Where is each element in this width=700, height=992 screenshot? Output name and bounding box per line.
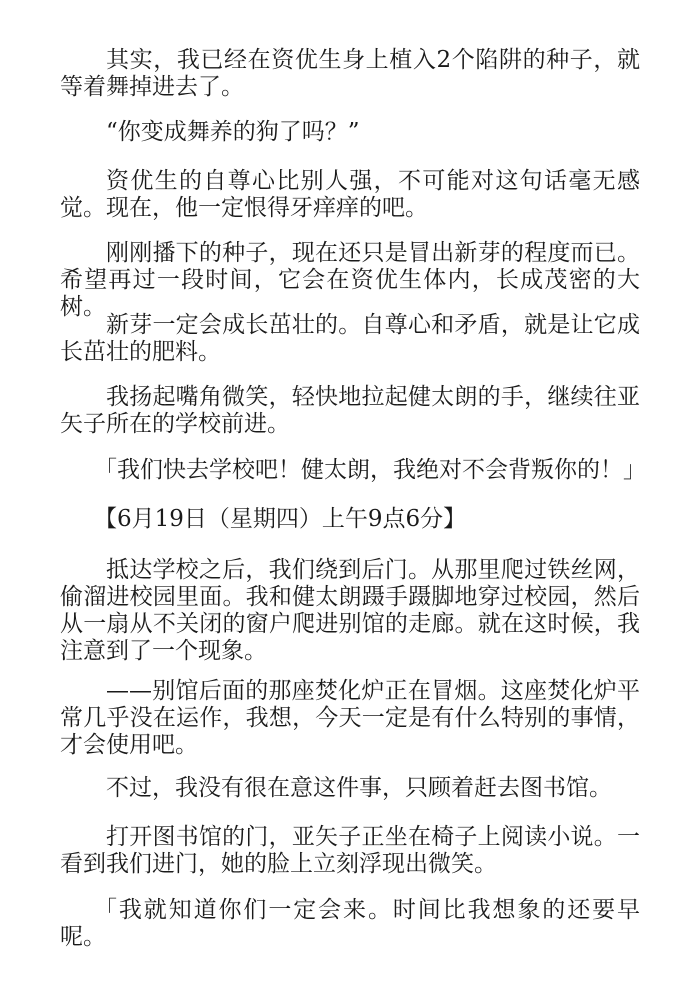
- paragraph-10: ——别馆后面的那座焚化炉正在冒烟。这座焚化炉平常几乎没在运作，我想，今天一定是有什么特别的事情，才会使用吧。: [60, 678, 640, 758]
- paragraph-5: 新芽一定会成长茁壮的。自尊心和矛盾，就是让它成长茁壮的肥料。: [60, 312, 640, 365]
- paragraph-13: 「我就知道你们一定会来。时间比我想象的还要早呢。: [60, 897, 640, 950]
- section-timestamp: 【6月19日（星期四）上午9点6分】: [94, 506, 467, 532]
- paragraph-7: 「我们快去学校吧！健太朗，我绝对不会背叛你的！」: [94, 457, 646, 483]
- paragraph-1: 其实，我已经在资优生身上植入2个陷阱的种子，就等着舞掉进去了。: [60, 47, 640, 100]
- paragraph-11: 不过，我没有很在意这件事，只顾着赶去图书馆。: [106, 775, 612, 801]
- paragraph-4: 刚刚播下的种子，现在还只是冒出新芽的程度而已。希望再过一段时间，它会在资优生体内，长成茂密的大树。: [60, 240, 640, 320]
- paragraph-9: 抵达学校之后，我们绕到后门。从那里爬过铁丝网，偷溜进校园里面。我和健太朗蹑手蹑脚地穿过校园，然后从一扇从不关闭的窗户爬进别馆的走廊。就在这时候，我注意到了一个现象。: [60, 557, 640, 664]
- paragraph-6: 我扬起嘴角微笑，轻快地拉起健太朗的手，继续往亚矢子所在的学校前进。: [60, 384, 640, 437]
- paragraph-12: 打开图书馆的门，亚矢子正坐在椅子上阅读小说。一看到我们进门，她的脸上立刻浮现出微笑。: [60, 824, 640, 877]
- paragraph-2: “你变成舞养的狗了吗？”: [106, 119, 360, 145]
- paragraph-3: 资优生的自尊心比别人强，不可能对这句话毫无感觉。现在，他一定恨得牙痒痒的吧。: [60, 168, 640, 221]
